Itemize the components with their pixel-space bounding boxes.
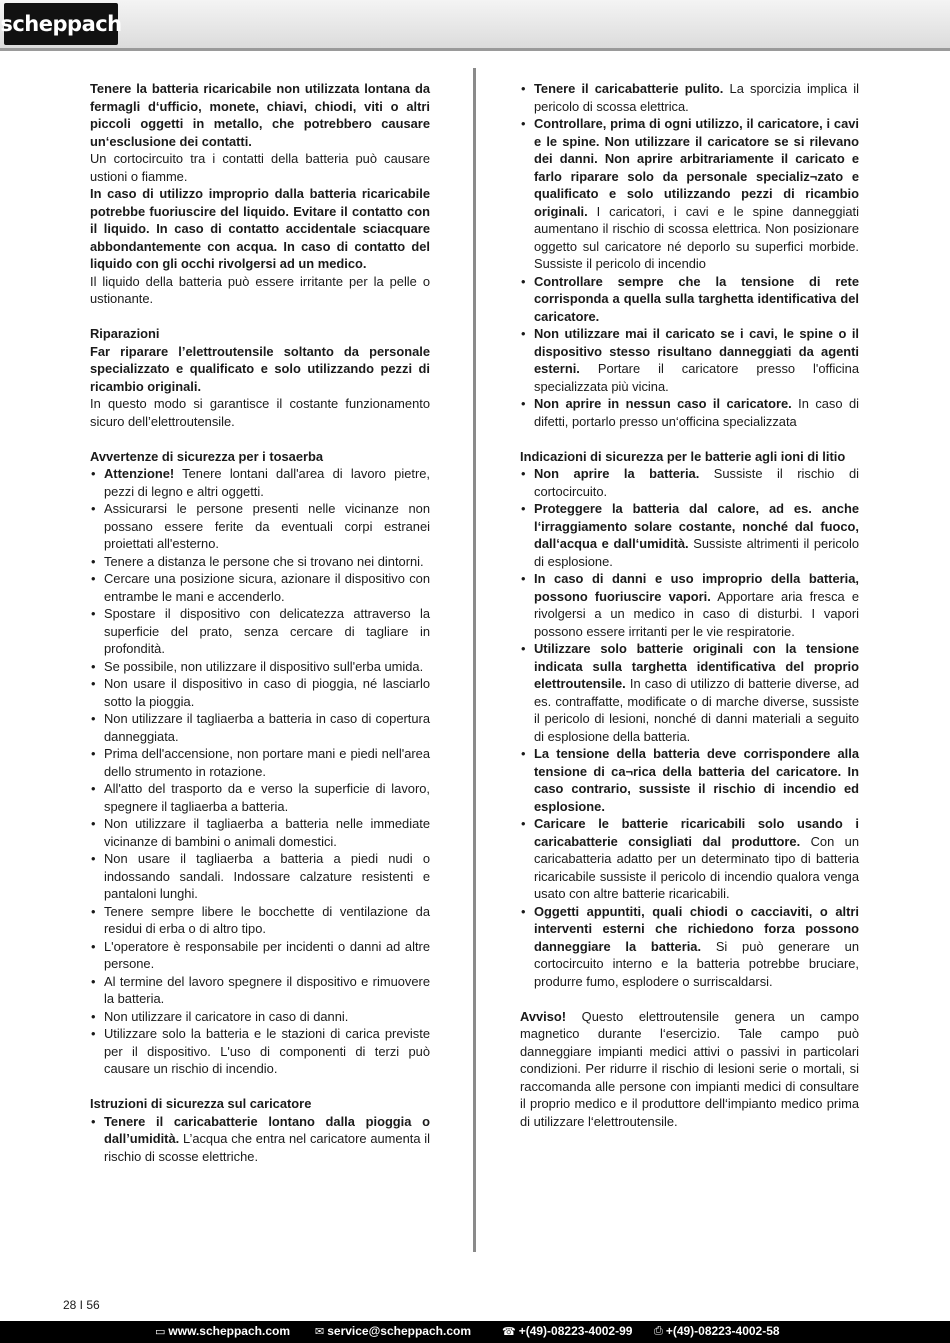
mower-warnings-heading: Avvertenze di sicurezza per i tosaerba xyxy=(90,448,324,464)
repairs-text: In questo modo si garantisce il costante funzionamento sicuro dell’elettroutensile. xyxy=(90,396,430,429)
list-item: • Assicurarsi le persone presenti nelle vicinanze non possano essere ferite da eventuali corpi estranei proiettati all'esterno. xyxy=(90,500,430,553)
list-item: • Non utilizzare il tagliaerba a batteria in caso di copertura danneggiata. xyxy=(90,710,430,745)
list-item: • All'atto del trasporto da e verso la superficie di lavoro, spegnere il tagliaerba a batteria. xyxy=(90,780,430,815)
repairs-warning: Far riparare l’elettroutensile soltanto da personale specializzato e qualificato e solo utilizzando pezzi di ricambio originali. xyxy=(90,343,430,394)
battery-contacts-warning: Tenere la batteria ricaricabile non utilizzata lontana da fermagli d‘ufficio, monete, chiavi, chiodi, viti o altri piccoli oggetti in metallo, che potrebbero causare un‘esclusione dei contatti. xyxy=(90,81,430,149)
mail-icon: ✉ xyxy=(315,1325,325,1338)
footer-email[interactable]: ✉ service@scheppach.com xyxy=(315,1324,471,1338)
list-item: • Tenere a distanza le persone che si trovano nei dintorni. xyxy=(90,553,430,571)
footer-website[interactable]: ▭ www.scheppach.com xyxy=(155,1324,290,1338)
list-item: • L'operatore è responsabile per incidenti o danni ad altre persone. xyxy=(90,938,430,973)
list-item: • Tenere sempre libere le bocchette di ventilazione da residui di erba o di altro tipo. xyxy=(90,903,430,938)
list-item: • Tenere il caricabatterie pulito. La sporcizia implica il pericolo di scossa elettrica. xyxy=(520,80,859,115)
fax-icon: ⎙ xyxy=(654,1324,663,1337)
list-item: • Non utilizzare il caricatore in caso di danni. xyxy=(90,1008,430,1026)
page-header xyxy=(0,0,950,51)
page-number: 28 I 56 xyxy=(63,1298,100,1312)
list-item: • Oggetti appuntiti, quali chiodi o cacciaviti, o altri interventi esterni che richiedono forza possono danneggiare la batteria. Si può generare un cortocircuito interno e la batteria potrebbe bruciare, produrre fumo, esplodere o surriscaldarsi. xyxy=(520,903,859,991)
phone-icon: ☎ xyxy=(502,1325,516,1338)
list-item: • Utilizzare solo batterie originali con la tensione indicata sulla targhetta identificativa del proprio elettroutensile. In caso di utilizzo di batterie diverse, ad es. contraffatte, modificate o di marche diverse, sussiste il pericolo di lesioni, nonché di danni materiali a seguito di esplosione della batteria. xyxy=(520,640,859,745)
list-item: • Attenzione! Tenere lontani dall'area di lavoro pietre, pezzi di legno e altri oggetti. xyxy=(90,465,430,500)
charger-safety-list xyxy=(90,1113,430,1166)
list-item: • Non utilizzare il tagliaerba a batteria nelle immediate vicinanze di bambini o animali domestici. xyxy=(90,815,430,850)
li-ion-heading: Indicazioni di sicurezza per le batterie agli ioni di litio xyxy=(520,448,846,464)
left-column xyxy=(90,80,430,1165)
charger-safety-list-continued xyxy=(520,80,859,430)
repairs-heading: Riparazioni xyxy=(90,326,160,341)
list-item: • Se possibile, non utilizzare il dispositivo sull'erba umida. xyxy=(90,658,430,676)
footer-fax: ⎙ +(49)-08223-4002-58 xyxy=(654,1324,780,1338)
list-item: • Spostare il dispositivo con delicatezza attraverso la superficie del prato, senza cercare di tagliare in profondità. xyxy=(90,605,430,658)
mower-warnings-list xyxy=(90,465,430,1078)
charger-safety-heading: Istruzioni di sicurezza sul caricatore xyxy=(90,1096,312,1111)
list-item: • Non aprire la batteria. Sussiste il rischio di cortocircuito. xyxy=(520,465,859,500)
short-circuit-text: Un cortocircuito tra i contatti della batteria può causare ustioni o fiamme. xyxy=(90,151,430,184)
list-item: • Prima dell'accensione, non portare mani e piedi nell'area dello strumento in rotazione. xyxy=(90,745,430,780)
list-item: • Utilizzare solo la batteria e le stazioni di carica previste per il dispositivo. L'uso di componenti di terzi può causare un rischio di incendio. xyxy=(90,1025,430,1078)
list-item: • Cercare una posizione sicura, azionare il dispositivo con entrambe le mani e accenderlo. xyxy=(90,570,430,605)
list-item: • In caso di danni e uso improprio della batteria, possono fuoriuscire vapori. Apportare aria fresca e rivolgersi a un medico in caso di disturbi. I vapori possono essere irritanti per le vie respiratorie. xyxy=(520,570,859,640)
li-ion-safety-list xyxy=(520,465,859,990)
list-item: • Non usare il dispositivo in caso di pioggia, né lasciarlo sotto la pioggia. xyxy=(90,675,430,710)
footer-phone: ☎ +(49)-08223-4002-99 xyxy=(502,1324,633,1338)
list-item: • Proteggere la batteria dal calore, ad es. anche l‘irraggiamento solare costante, nonché dal fuoco, dall‘acqua e dall‘umidità. Sussiste altrimenti il pericolo di esplosione. xyxy=(520,500,859,570)
column-divider xyxy=(473,68,476,1252)
list-item: • Controllare, prima di ogni utilizzo, il caricatore, i cavi e le spine. Non utilizzare il caricatore se si rilevano dei danni. Non aprire arbitrariamente il caricato e farlo riparare solo da personale specializ¬zato e qualificato e solo utilizzando pezzi di ricambio originali. I caricatori, i cavi e le spine danneggiati aumentano il rischio di scossa elettrica. Non posizionare oggetto sul caricatore né deporlo su superfici morbide. Sussiste il pericolo di incendio xyxy=(520,115,859,273)
list-item: • Al termine del lavoro spegnere il dispositivo e rimuovere la batteria. xyxy=(90,973,430,1008)
brand-logo: scheppach xyxy=(4,3,118,45)
list-item: • Non utilizzare mai il caricato se i cavi, le spine o il dispositivo stesso risultano danneggiati da agenti esterni. Portare il caricatore presso l'officina specializzata più vicina. xyxy=(520,325,859,395)
right-column xyxy=(520,80,859,1130)
list-item: • Non aprire in nessun caso il caricatore. In caso di difetti, portarlo presso un‘officina specializzata xyxy=(520,395,859,430)
list-item: • Caricare le batterie ricaricabili solo usando i caricabatterie consigliati dal produttore. Con un caricabatteria adatto per un determinato tipo di batteria ricaricabile sussiste il pericolo di incendio qualora venga usato con altre batterie ricaricabili. xyxy=(520,815,859,903)
magnetic-field-notice: Avviso! Questo elettroutensile genera un campo magnetico durante l‘esercizio. Tale campo può danneggiare impianti medici attivi o passivi in particolari condizioni. Per ridurre il rischio di lesioni serie o mortali, si raccomanda alle persone con impianti medici di consultare il proprio medico e il produttore dell‘impianto medico prima di utilizzare l‘elettroutensile. xyxy=(520,1008,859,1129)
battery-leak-warning: In caso di utilizzo improprio dalla batteria ricaricabile potrebbe fuoriuscire del liquido. Evitare il contatto con il liquido. In caso di contatto accidentale sciacquare abbondantemente con acqua. In caso di contatto del liquido con gli occhi rivolgersi ad un medico. xyxy=(90,186,430,271)
list-item: • Tenere il caricabatterie lontano dalla pioggia o dall’umidità. L’acqua che entra nel caricatore aumenta il rischio di scosse elettriche. xyxy=(90,1113,430,1166)
list-item: • Non usare il tagliaerba a batteria a piedi nudi o indossando sandali. Indossare calzature resistenti e pantaloni lunghi. xyxy=(90,850,430,903)
list-item: • La tensione della batteria deve corrispondere alla tensione di ca¬rica della batteria del caricatore. In caso contrario, sussiste il rischio di incendio ed esplosione. xyxy=(520,745,859,815)
monitor-icon: ▭ xyxy=(155,1325,166,1338)
battery-liquid-text: Il liquido della batteria può essere irritante per la pelle o ustionante. xyxy=(90,273,430,306)
list-item: • Controllare sempre che la tensione di rete corrisponda a quella sulla targhetta identificativa del caricatore. xyxy=(520,273,859,326)
page-footer xyxy=(0,1321,950,1343)
